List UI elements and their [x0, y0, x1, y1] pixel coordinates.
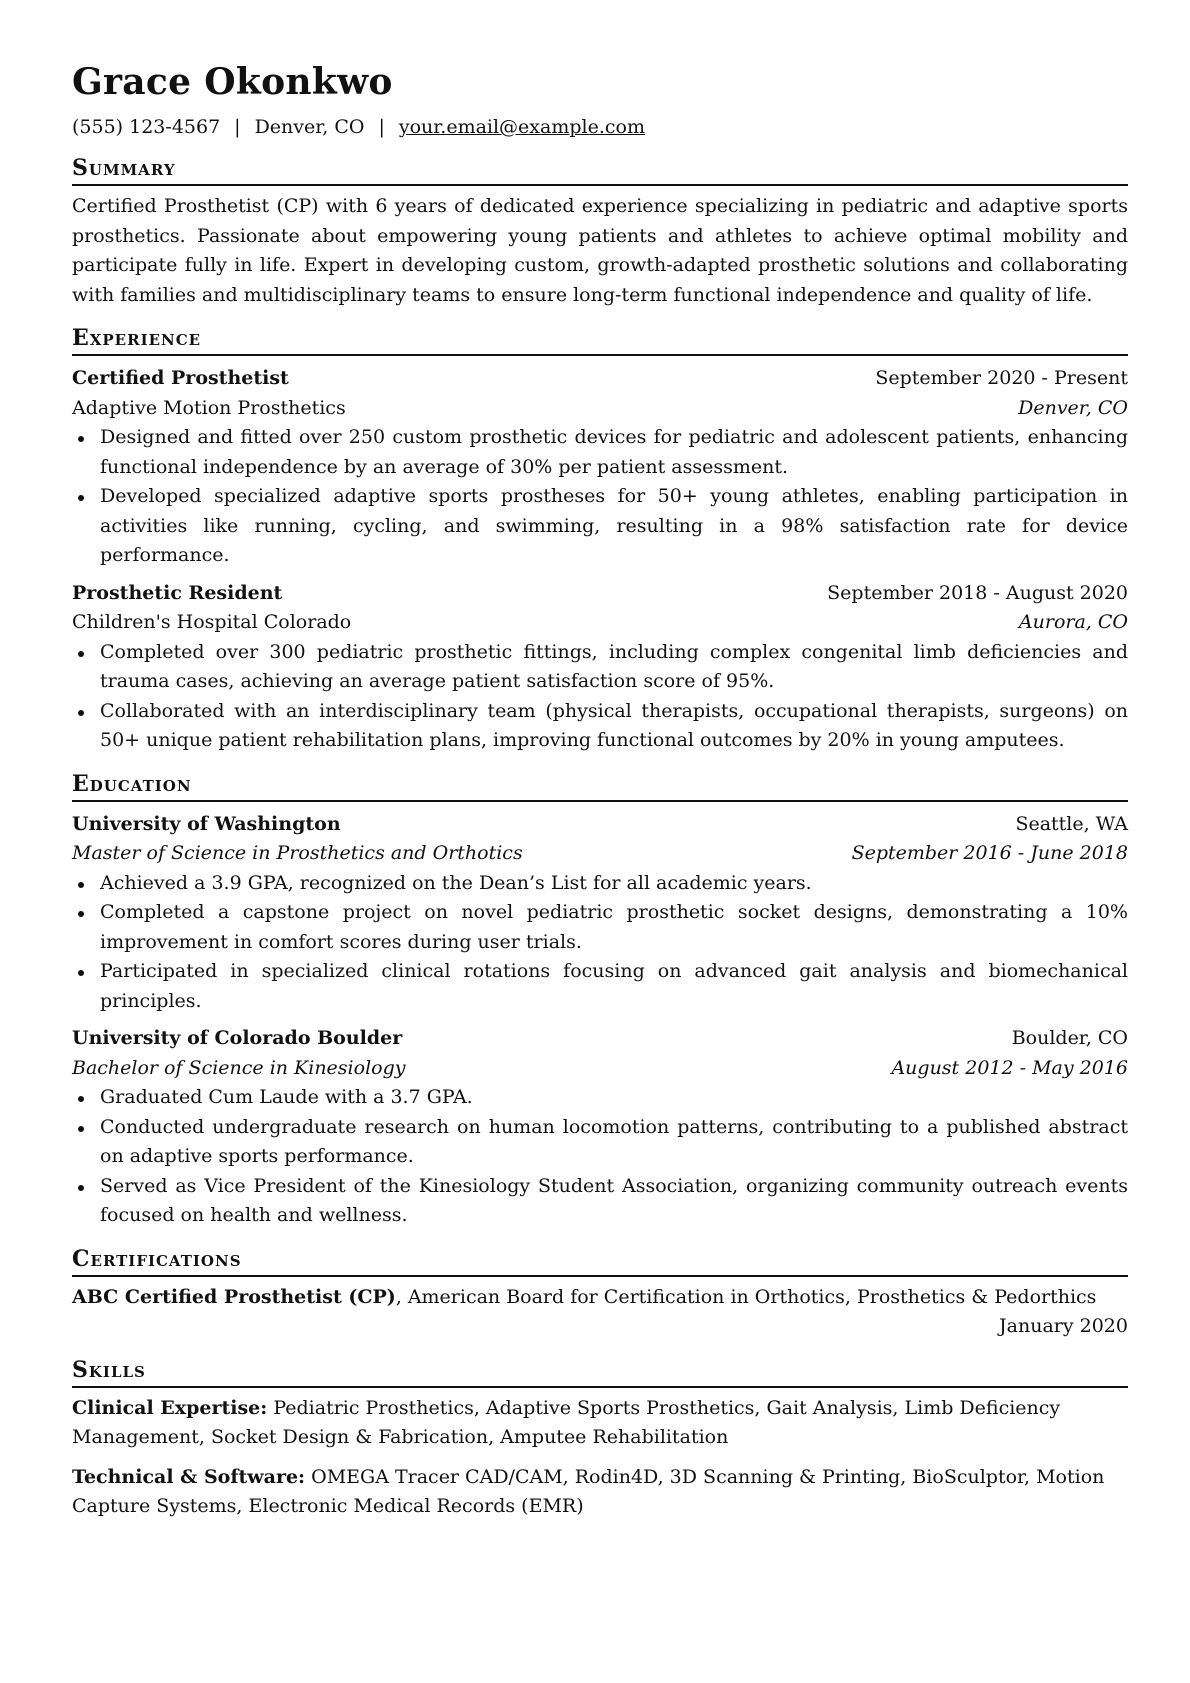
- bullet-item: Completed a capstone project on novel pediatric prosthetic socket designs, demonstrating a 10% improvement in comfort scores during user trials.: [100, 898, 1128, 957]
- bullet-item: Participated in specialized clinical rotations focusing on advanced gait analysis and biomechanical principles.: [100, 957, 1128, 1016]
- resume-page: [72, 60, 1128, 1532]
- summary-text: Certified Prosthetist (CP) with 6 years of dedicated experience specializing in pediatric and adaptive sports prosthetics. Passionate about empowering young patients and athletes to achieve optimal mobility and participate fully in life. Expert in developing custom, growth-adapted prosthetic solutions and collaborating with families and multidisciplinary teams to ensure long-term functional independence and quality of life.: [72, 195, 1128, 306]
- bullet-item: Achieved a 3.9 GPA, recognized on the Dean’s List for all academic years.: [100, 869, 1128, 899]
- certifications-section: [72, 1245, 1128, 1342]
- bullet-item: Collaborated with an interdisciplinary team (physical therapists, occupational therapists, surgeons) on 50+ unique patient rehabilitation plans, improving functional outcomes by 20% in young amputees.: [100, 697, 1128, 756]
- section-title-experience: Experience: [72, 324, 1128, 356]
- summary-section: [72, 154, 1128, 310]
- section-title-certifications: Certifications: [72, 1245, 1128, 1277]
- education-dates: August 2012 - May 2016: [891, 1056, 1128, 1079]
- certification-name: ABC Certified Prosthetist (CP): [72, 1285, 396, 1308]
- job-location: Aurora, CO: [1018, 611, 1128, 633]
- bullet-item: Graduated Cum Laude with a 3.7 GPA.: [100, 1083, 1128, 1113]
- skill-group-label: Technical & Software:: [72, 1465, 306, 1488]
- skill-group-items: Pediatric Prosthetics, Adaptive Sports Prosthetics, Gait Analysis, Limb Deficiency Management, Socket Design & Fabrication, Amputee Rehabilitation: [72, 1396, 1061, 1448]
- job-bullets: [72, 423, 1128, 571]
- bullet-item: Developed specialized adaptive sports prostheses for 50+ young athletes, enabling participation in activities like running, cycling, and swimming, resulting in a 98% satisfaction rate for device performance.: [100, 482, 1128, 571]
- email-link[interactable]: your.email@example.com: [398, 116, 645, 138]
- bullet-item: Completed over 300 pediatric prosthetic fittings, including complex congenital limb deficiencies and trauma cases, achieving an average patient satisfaction score of 95%.: [100, 638, 1128, 697]
- employer: Children's Hospital Colorado: [72, 611, 352, 633]
- job-entry: [72, 364, 1128, 571]
- skill-group-items: OMEGA Tracer CAD/CAM, Rodin4D, 3D Scanning & Printing, BioSculptor, Motion Capture Systems, Electronic Medical Records (EMR): [72, 1465, 1105, 1517]
- certification-entry: [72, 1283, 1128, 1313]
- candidate-name: Grace Okonkwo: [72, 61, 393, 103]
- job-dates: September 2020 - Present: [875, 367, 1128, 389]
- skills-section: [72, 1356, 1128, 1522]
- job-dates: September 2018 - August 2020: [827, 581, 1128, 604]
- certification-issuer: , American Board for Certification in Orthotics, Prosthetics & Pedorthics: [395, 1285, 1097, 1308]
- skill-group-label: Clinical Expertise:: [72, 1396, 268, 1419]
- contact-separator: |: [378, 116, 385, 138]
- education-entry: [72, 810, 1128, 1017]
- section-title-education: Education: [72, 770, 1128, 802]
- job-location: Denver, CO: [1018, 396, 1128, 419]
- job-title: Prosthetic Resident: [72, 581, 283, 604]
- section-title-summary: Summary: [72, 154, 1128, 186]
- education-section: [72, 770, 1128, 1231]
- skill-group: [72, 1463, 1128, 1522]
- contact-separator: |: [234, 116, 241, 138]
- school-name: University of Colorado Boulder: [72, 1027, 403, 1049]
- bullet-item: Served as Vice President of the Kinesiology Student Association, organizing community outreach events focused on health and wellness.: [100, 1172, 1128, 1231]
- experience-section: [72, 324, 1128, 756]
- education-bullets: [72, 869, 1128, 1017]
- school-location: Boulder, CO: [1011, 1027, 1128, 1049]
- skill-group: [72, 1394, 1128, 1453]
- bullet-item: Conducted undergraduate research on human locomotion patterns, contributing to a published abstract on adaptive sports performance.: [100, 1113, 1128, 1172]
- job-bullets: [72, 638, 1128, 756]
- school-name: University of Washington: [72, 812, 341, 835]
- contact-line: [72, 114, 1128, 140]
- location: Denver, CO: [254, 116, 365, 138]
- job-entry: [72, 579, 1128, 756]
- bullet-item: Designed and fitted over 250 custom prosthetic devices for pediatric and adolescent patients, enhancing functional independence by an average of 30% per patient assessment.: [100, 423, 1128, 482]
- phone-number: (555) 123-4567: [72, 116, 221, 138]
- degree: Master of Science in Prosthetics and Orthotics: [72, 842, 523, 864]
- employer: Adaptive Motion Prosthetics: [72, 396, 346, 419]
- education-bullets: [72, 1083, 1128, 1231]
- degree: Bachelor of Science in Kinesiology: [72, 1056, 406, 1079]
- education-dates: September 2016 - June 2018: [851, 842, 1128, 864]
- job-title: Certified Prosthetist: [72, 367, 289, 389]
- certification-date: January 2020: [999, 1315, 1128, 1337]
- section-title-skills: Skills: [72, 1356, 1128, 1388]
- education-entry: [72, 1024, 1128, 1231]
- school-location: Seattle, WA: [1015, 812, 1128, 835]
